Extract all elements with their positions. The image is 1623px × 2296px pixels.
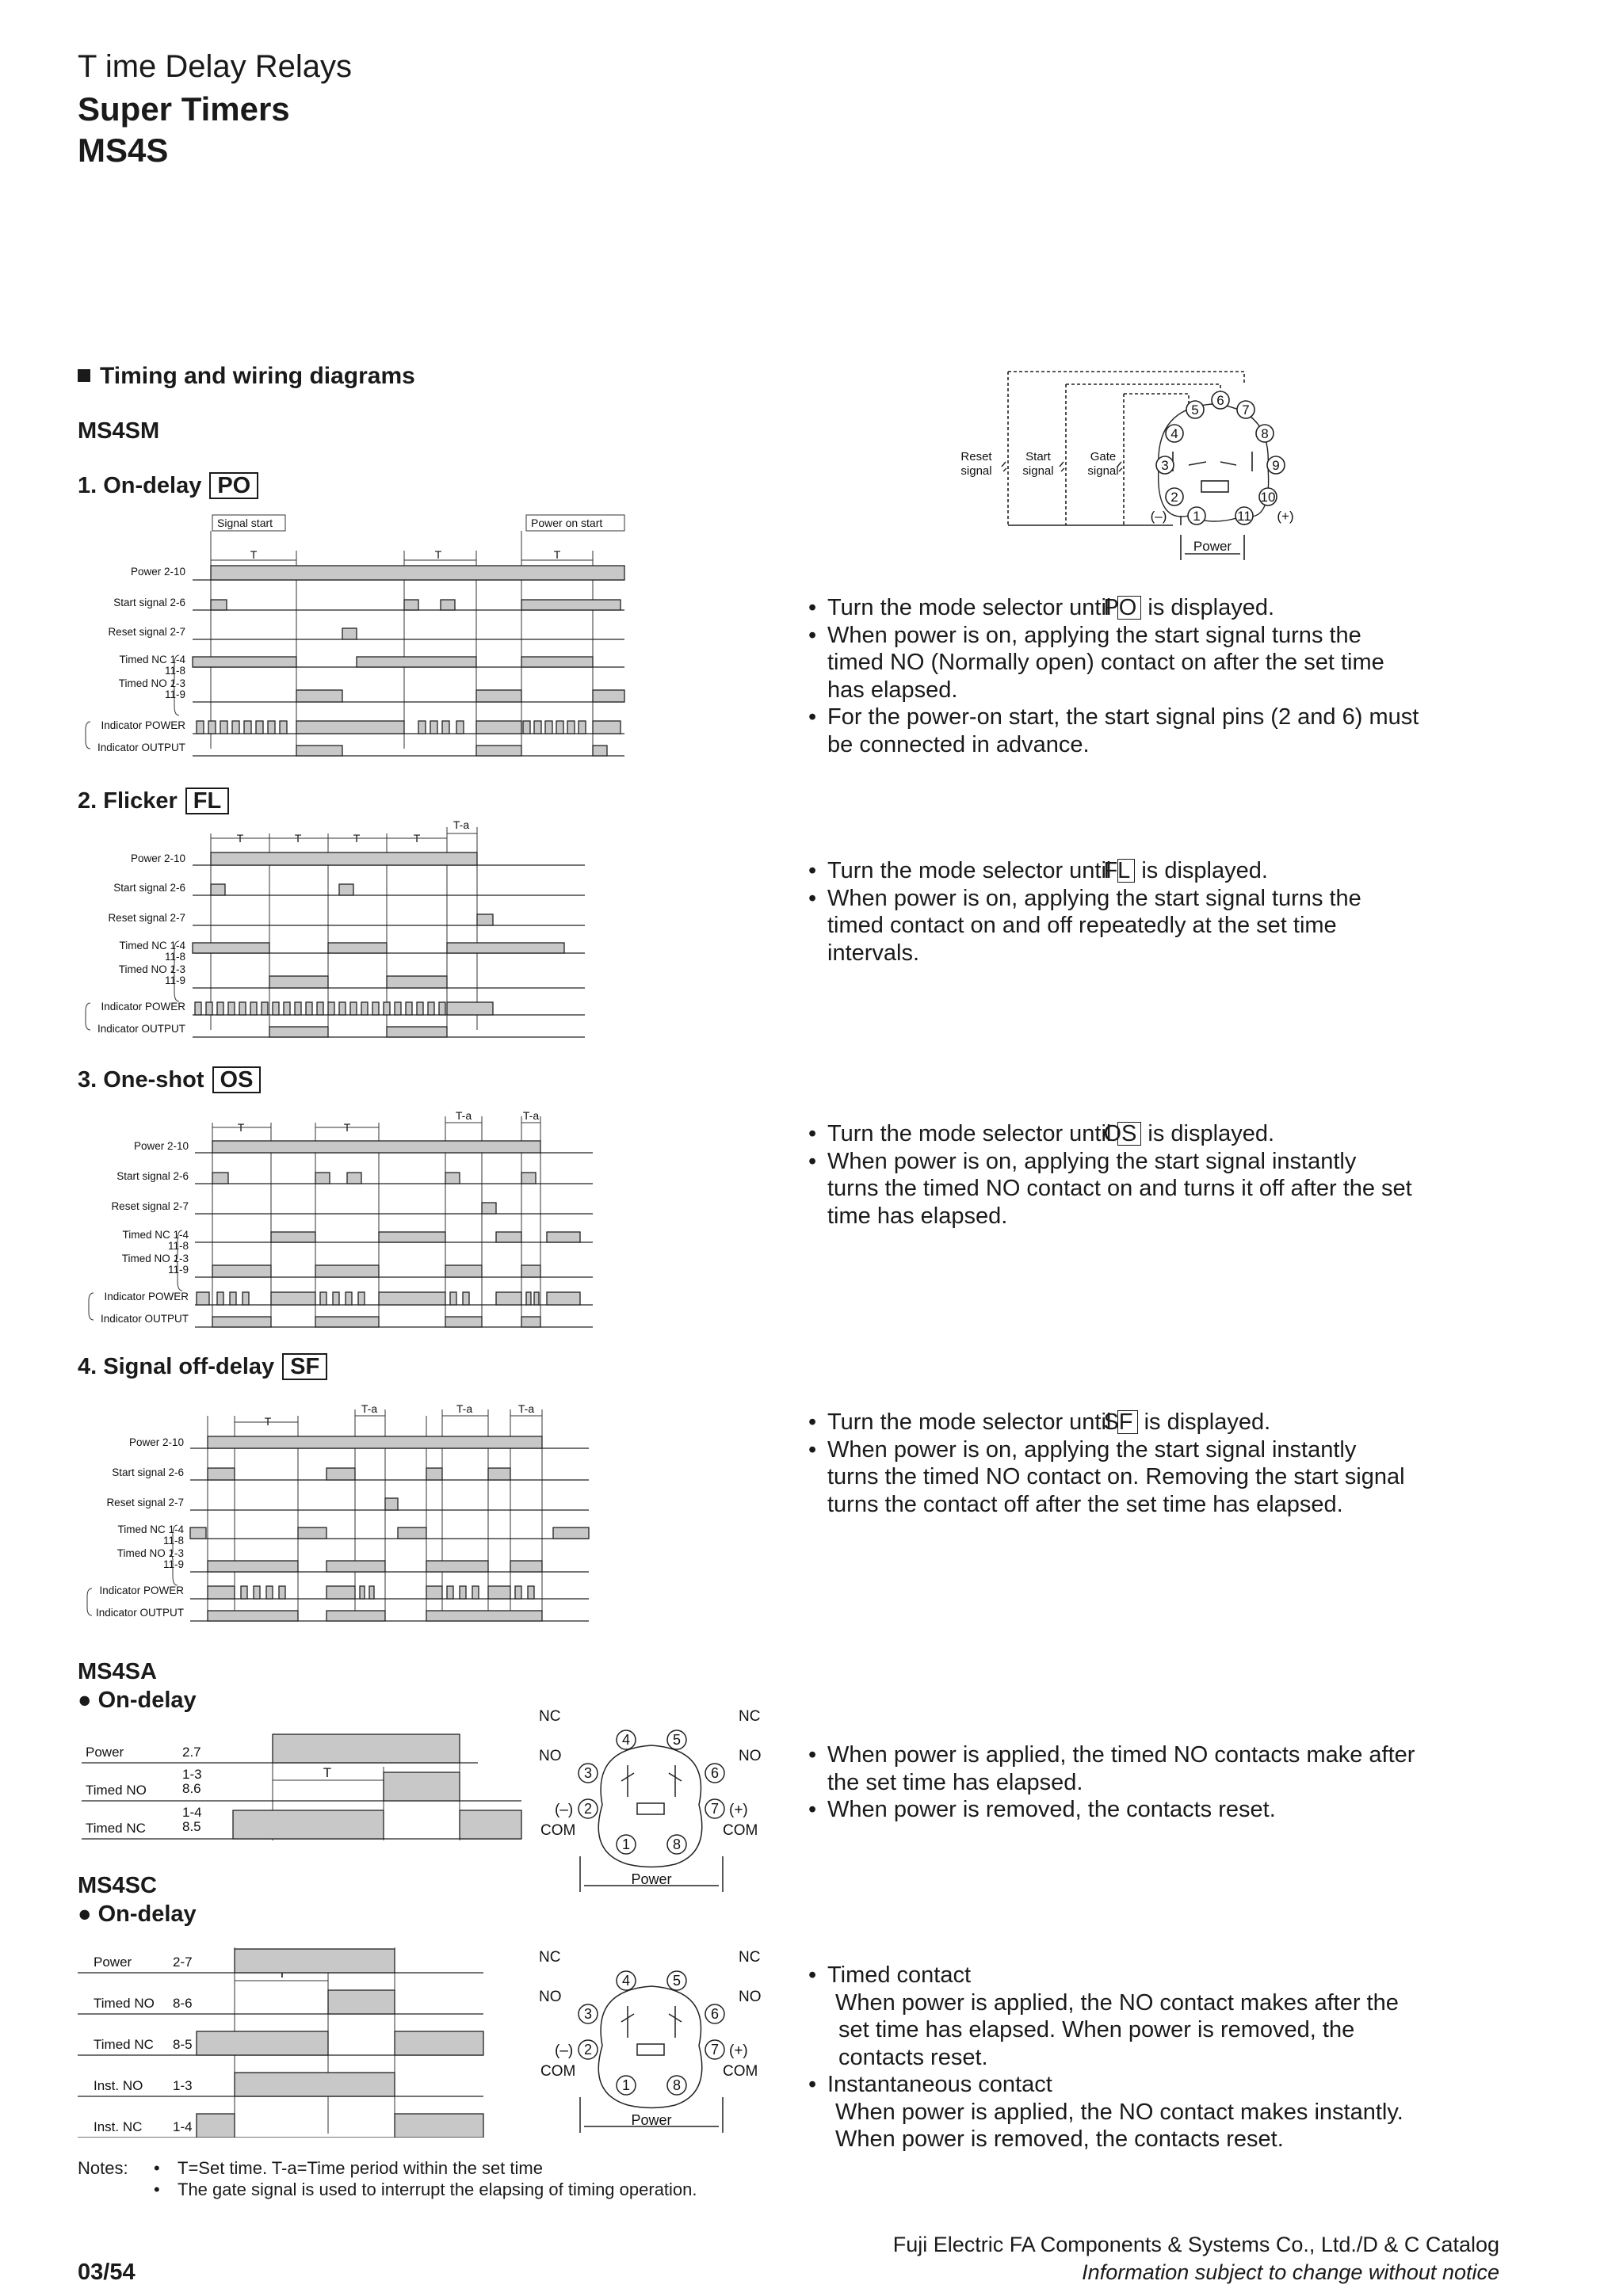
svg-text:Indicator OUTPUT: Indicator OUTPUT	[95, 1607, 184, 1619]
svg-text:Start signal 2-6: Start signal 2-6	[116, 1170, 189, 1182]
svg-text:T: T	[236, 832, 244, 845]
svg-text:4: 4	[621, 1732, 631, 1748]
svg-text:3: 3	[583, 2006, 593, 2022]
square-bullet-icon	[78, 369, 90, 382]
svg-text:8: 8	[672, 1836, 682, 1852]
bullets-flicker: • Turn the mode selector until FL is displayed. • When power is on, applying the start signal turns the timed contact on and off repeatedly at the set time intervals.	[808, 858, 1361, 966]
note-item: T=Set time. T-a=Time period within the set time	[178, 2158, 543, 2178]
notes-block: Notes: • T=Set time. T-a=Time period within the set time • The gate signal is used to interrupt the elapsing of timing operation.	[78, 2158, 697, 2199]
svg-text:Indicator OUTPUT: Indicator OUTPUT	[97, 1023, 185, 1035]
footer-notice: Information subject to change without notice	[1082, 2260, 1499, 2284]
svg-text:T-a: T-a	[517, 1402, 535, 1415]
timing-chart-flicker	[78, 816, 601, 1046]
row-label-timed-nc: Timed NC 1-4	[119, 654, 185, 666]
svg-text:1-4: 1-4	[173, 2119, 193, 2134]
svg-text:Timed NC 1-4: Timed NC 1-4	[122, 1229, 189, 1241]
svg-text:Start signal 2-6: Start signal 2-6	[112, 1466, 184, 1478]
pin-4-label: 4	[1170, 426, 1178, 441]
svg-text:signal: signal	[1022, 464, 1054, 478]
svg-text:2: 2	[583, 2042, 593, 2058]
ms4sc-title: MS4SC	[78, 1873, 157, 1898]
ms4sa-subtitle: ● On-delay	[78, 1688, 197, 1713]
row-label-indicator-power: Indicator POWER	[101, 719, 185, 731]
reset-signal-label: Reset	[960, 450, 992, 463]
svg-text:T: T	[294, 832, 302, 845]
timing-chart-one-shot	[78, 1105, 601, 1335]
svg-text:NC: NC	[539, 1708, 561, 1725]
row-label-start: Start signal 2-6	[113, 597, 185, 608]
pin-7-label: 7	[1242, 402, 1250, 418]
svg-text:Timed NC 1-4: Timed NC 1-4	[119, 940, 185, 952]
note-signal-start: Signal start	[217, 517, 273, 529]
svg-text:NO: NO	[739, 1989, 762, 2005]
svg-text:NC: NC	[739, 1708, 761, 1725]
svg-text:Reset signal 2-7: Reset signal 2-7	[111, 1200, 189, 1212]
pin-11-label: 11	[1237, 509, 1251, 524]
catalog-category: T ime Delay Relays	[78, 49, 353, 84]
svg-text:Timed NC 1-4: Timed NC 1-4	[117, 1524, 184, 1535]
svg-text:2.7: 2.7	[182, 1745, 201, 1760]
svg-text:Power: Power	[94, 1955, 132, 1970]
bullet-dot-icon: ●	[78, 1688, 98, 1713]
timing-chart-on-delay	[78, 511, 632, 765]
product-model: MS4S	[78, 132, 169, 169]
svg-text:3: 3	[583, 1765, 593, 1781]
svg-text:6: 6	[710, 1765, 720, 1781]
mode-code-badge: OS	[212, 1066, 262, 1093]
svg-text:T: T	[413, 832, 421, 845]
svg-text:Timed NC: Timed NC	[94, 2037, 154, 2052]
svg-text:8.6: 8.6	[182, 1781, 201, 1796]
mode-heading-on-delay: 1. On-delay PO	[78, 472, 258, 499]
svg-text:T: T	[553, 548, 561, 561]
svg-text:4: 4	[621, 1973, 631, 1989]
svg-text:T-a: T-a	[522, 1109, 540, 1122]
svg-text:1: 1	[621, 2077, 631, 2093]
svg-text:T-a: T-a	[361, 1402, 378, 1415]
svg-text:T: T	[250, 548, 258, 561]
mode-code-badge: FL	[185, 788, 229, 814]
svg-text:T: T	[264, 1415, 272, 1428]
mode-heading-flicker: 2. Flicker FL	[78, 788, 229, 814]
svg-text:6: 6	[710, 2006, 720, 2022]
svg-text:Timed NO 1-3: Timed NO 1-3	[118, 963, 185, 975]
svg-text:Timed NO: Timed NO	[94, 1996, 155, 2011]
row-label-timed-no: Timed NO 1-3	[118, 677, 185, 689]
svg-text:11-9: 11-9	[167, 1264, 189, 1276]
svg-text:2: 2	[583, 1801, 593, 1817]
minus-label: (–)	[1150, 509, 1167, 524]
bullets-ms4sc: • Timed contact When power is applied, the NO contact makes after the set time has elapsed. When power is removed, the contacts reset. • Instantaneous contact When power is applied, the NO contact makes instantly. When power is removed, the contacts reset.	[808, 1962, 1403, 2152]
ms4sc-subtitle: ● On-delay	[78, 1901, 197, 1927]
mode-code-badge: PO	[209, 472, 258, 499]
svg-text:8-5: 8-5	[173, 2037, 193, 2052]
svg-text:Power 2-10: Power 2-10	[128, 1436, 184, 1448]
svg-text:(–): (–)	[555, 1802, 574, 1818]
ms4sa-title: MS4SA	[78, 1659, 157, 1684]
svg-text:COM: COM	[723, 1822, 758, 1839]
svg-text:11-8: 11-8	[164, 951, 185, 963]
svg-text:8-6: 8-6	[173, 1996, 193, 2011]
svg-text:2-7: 2-7	[173, 1955, 193, 1970]
svg-text:Timed NO 1-3: Timed NO 1-3	[116, 1547, 184, 1559]
gate-signal-label: Gate	[1090, 450, 1117, 463]
svg-text:signal: signal	[960, 464, 992, 478]
pin-5-label: 5	[1191, 402, 1199, 418]
svg-text:Reset signal 2-7: Reset signal 2-7	[106, 1497, 184, 1508]
bullets-signal-off-delay: • Turn the mode selector until SF is displayed. • When power is on, applying the start signal instantly turns the timed NO contact on. Removing the start signal turns the contact off after the set time has elapsed.	[808, 1409, 1405, 1517]
svg-text:T-a: T-a	[456, 1402, 473, 1415]
pin-10-label: 10	[1260, 490, 1276, 505]
ms4sa-wiring-diagram	[533, 1702, 770, 1896]
row-label-power: Power 2-10	[130, 566, 185, 578]
pin-9-label: 9	[1272, 458, 1280, 473]
svg-text:1: 1	[621, 1836, 631, 1852]
svg-text:11-8: 11-8	[167, 1240, 189, 1252]
svg-text:Timed NO: Timed NO	[86, 1783, 147, 1798]
svg-text:8: 8	[672, 2077, 682, 2093]
row-label-indicator-output: Indicator OUTPUT	[97, 742, 185, 753]
svg-text:T: T	[343, 1121, 351, 1134]
svg-text:Inst. NC: Inst. NC	[94, 2119, 143, 2134]
mode-code-inline: PO	[1117, 596, 1141, 620]
svg-text:COM: COM	[540, 1822, 576, 1839]
svg-text:11-9: 11-9	[162, 1558, 184, 1570]
svg-text:8.5: 8.5	[182, 1819, 201, 1834]
pin-3-label: 3	[1161, 458, 1169, 473]
mode-heading-signal-off-delay: 4. Signal off-delay SF	[78, 1353, 327, 1380]
svg-text:Power: Power	[631, 2112, 672, 2128]
svg-text:1-3: 1-3	[182, 1767, 202, 1782]
ms4sm-title: MS4SM	[78, 418, 160, 444]
bullet-dot-icon: ●	[78, 1901, 98, 1927]
svg-text:NC: NC	[739, 1949, 761, 1966]
svg-text:Power 2-10: Power 2-10	[133, 1140, 189, 1152]
notes-label: Notes:	[78, 2158, 128, 2178]
svg-text:COM: COM	[723, 2063, 758, 2080]
svg-text:Indicator POWER: Indicator POWER	[99, 1585, 184, 1596]
pin-1-label: 1	[1193, 509, 1201, 524]
svg-text:T: T	[237, 1121, 245, 1134]
footer-company: Fuji Electric FA Components & Systems Co., Ltd./D & C Catalog	[892, 2233, 1499, 2256]
timing-chart-signal-off-delay	[78, 1398, 601, 1628]
note-power-on-start: Power on start	[531, 517, 603, 529]
svg-text:5: 5	[672, 1973, 682, 1989]
svg-text:NO: NO	[539, 1989, 562, 2005]
svg-text:(–): (–)	[555, 2042, 574, 2059]
product-series: Super Timers	[78, 90, 290, 128]
svg-text:Reset signal 2-7: Reset signal 2-7	[108, 912, 185, 924]
svg-text:T-a: T-a	[453, 818, 470, 831]
svg-text:Timed NC: Timed NC	[86, 1821, 146, 1836]
bullets-ms4sa: • When power is applied, the timed NO contacts make after the set time has elapsed. • When power is removed, the contacts reset.	[808, 1742, 1415, 1822]
svg-text:1-4: 1-4	[182, 1805, 202, 1820]
svg-text:T: T	[323, 1765, 332, 1780]
bullets-one-shot: • Turn the mode selector until OS is displayed. • When power is on, applying the start signal instantly turns the timed NO contact on and turns it off after the set time has elapsed.	[808, 1121, 1412, 1229]
pin-8-label: 8	[1261, 426, 1269, 441]
svg-text:Start signal 2-6: Start signal 2-6	[113, 882, 185, 894]
svg-text:NO: NO	[739, 1748, 762, 1764]
power-label: Power	[1193, 539, 1232, 554]
svg-text:11-9: 11-9	[164, 974, 185, 986]
svg-text:NO: NO	[539, 1748, 562, 1764]
svg-text:Power: Power	[631, 1871, 672, 1887]
svg-text:Inst. NO: Inst. NO	[94, 2078, 143, 2093]
page-number: 03/54	[78, 2260, 136, 2285]
svg-text:11-8: 11-8	[164, 665, 185, 677]
svg-text:Indicator POWER: Indicator POWER	[101, 1001, 185, 1013]
svg-text:T: T	[434, 548, 442, 561]
plus-label: (+)	[1277, 509, 1294, 524]
svg-text:signal: signal	[1087, 464, 1119, 478]
svg-text:T: T	[353, 832, 361, 845]
mode-heading-one-shot: 3. One-shot OS	[78, 1066, 261, 1093]
svg-text:Indicator OUTPUT: Indicator OUTPUT	[100, 1313, 189, 1325]
row-label-reset: Reset signal 2-7	[108, 626, 185, 638]
svg-text:11-8: 11-8	[162, 1535, 184, 1547]
svg-text:Timed NO 1-3: Timed NO 1-3	[121, 1253, 189, 1264]
svg-text:7: 7	[710, 2042, 720, 2058]
pin-2-label: 2	[1170, 490, 1178, 505]
start-signal-label: Start	[1025, 450, 1051, 463]
svg-text:Power 2-10: Power 2-10	[130, 852, 185, 864]
svg-text:NC: NC	[539, 1949, 561, 1966]
ms4sa-timing-chart	[78, 1723, 529, 1850]
svg-text:11-9: 11-9	[164, 688, 185, 700]
svg-text:5: 5	[672, 1732, 682, 1748]
ms4sc-wiring-diagram	[533, 1943, 770, 2137]
section-title: Timing and wiring diagrams	[78, 363, 415, 390]
svg-text:7: 7	[710, 1801, 720, 1817]
pin-6-label: 6	[1216, 393, 1224, 408]
ms4sm-wiring-diagram	[951, 360, 1331, 563]
svg-text:T-a: T-a	[455, 1109, 472, 1122]
svg-text:1-3: 1-3	[173, 2078, 193, 2093]
mode-code-badge: SF	[282, 1353, 327, 1380]
svg-text:(+): (+)	[729, 2042, 748, 2059]
bullets-on-delay: • Turn the mode selector until PO is displayed. • When power is on, applying the start signal turns the timed NO (Normally open) contact on after the set time has elapsed. • For the power-on start, the start signal pins (2 and 6) must be connected in advance.	[808, 595, 1419, 757]
note-item: The gate signal is used to interrupt the elapsing of timing operation.	[178, 2180, 697, 2199]
svg-text:Indicator POWER: Indicator POWER	[104, 1291, 189, 1302]
svg-text:Power: Power	[86, 1745, 124, 1760]
ms4sc-timing-chart	[78, 1939, 490, 2138]
svg-text:COM: COM	[540, 2063, 576, 2080]
svg-text:(+): (+)	[729, 1802, 748, 1818]
